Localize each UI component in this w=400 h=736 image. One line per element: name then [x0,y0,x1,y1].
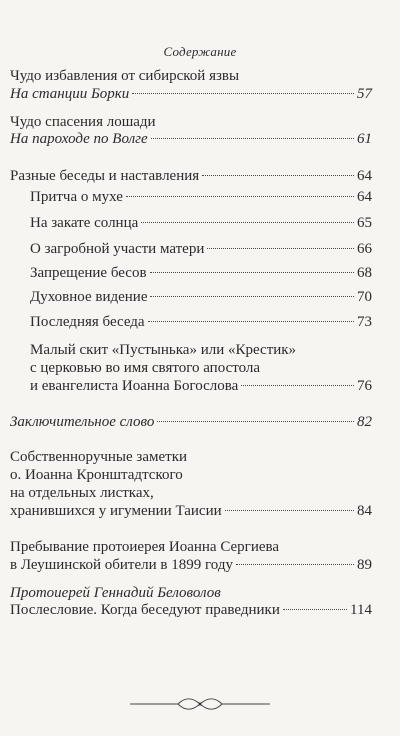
page-title: Содержание [163,44,237,59]
dot-leader [148,320,354,322]
page-number: 70 [357,289,372,305]
toc-entry-title: О загробной участи матери [30,241,205,257]
toc-entry-line [30,214,372,232]
toc-entry-title: На станции Борки [10,86,130,102]
page-number: 84 [357,503,372,519]
decorative-divider-icon [130,696,270,712]
page-number: 73 [357,314,372,330]
toc-entry-line [10,85,372,103]
toc-entry-line [30,240,372,258]
toc-entry-line [10,556,372,574]
dot-leader [150,271,354,273]
toc-entry-title: и евангелиста Иоанна Богослова [30,378,239,394]
toc-entry-line [10,167,372,185]
toc-entry-title: Разные беседы и наставления [10,168,200,184]
toc-entry-line [30,188,372,206]
toc-entry-line: Чудо спасения лошади [10,114,156,130]
dot-leader [283,608,347,610]
dot-leader [225,509,354,511]
toc-entry-title: На закате солнца [30,215,139,231]
toc-entry-title: Запрещение бесов [30,265,147,281]
toc-entry-line: с церковью во имя святого апостола [30,360,261,376]
page-number: 114 [350,602,372,618]
toc-entry-line [10,413,372,431]
dot-leader [157,420,354,422]
toc-entry-line [30,313,372,331]
dot-leader [126,195,354,197]
toc-entry-line [30,288,372,306]
page-number: 64 [357,168,372,184]
toc-entry-line: Пребывание протоиерея Иоанна Сергиева [10,539,280,555]
page-number: 66 [357,241,372,257]
dot-leader [207,247,354,249]
page-number: 57 [357,86,372,102]
toc-entry-line: Малый скит «Пустынька» или «Крестик» [30,342,297,358]
page-number: 61 [357,131,372,147]
page-number: 68 [357,265,372,281]
dot-leader [141,221,354,223]
toc-entry-line [30,264,372,282]
toc-entry-line [10,601,372,619]
dot-leader [150,295,354,297]
toc-entry-line: Чудо избавления от сибирской язвы [10,68,240,84]
dot-leader [241,384,354,386]
toc-entry-line: Протоиерей Геннадий Беловолов [10,585,221,601]
page-number: 82 [357,414,372,430]
page-number: 64 [357,189,372,205]
toc-entry-title: Послесловие. Когда беседуют праведники [10,602,280,618]
toc-entry-title: в Леушинской обители в 1899 году [10,557,233,573]
dot-leader [236,563,354,565]
toc-entry-title: На пароходе по Волге [10,131,148,147]
toc-entry-line: Собственноручные заметки [10,449,188,465]
toc-entry-line: на отдельных листках, [10,485,154,501]
toc-entry-title: Притча о мухе [30,189,123,205]
toc-entry-title: Заключительное слово [10,414,155,430]
page-number: 76 [357,378,372,394]
dot-leader [132,92,354,94]
page-number: 65 [357,215,372,231]
dot-leader [202,174,354,176]
toc-entry-line [10,130,372,148]
toc-entry-line: о. Иоанна Кронштадтского [10,467,183,483]
page-number: 89 [357,557,372,573]
toc-entry-title: Последняя беседа [30,314,145,330]
toc-entry-line [10,502,372,520]
toc-entry-line [30,377,372,395]
toc-entry-title: Духовное видение [30,289,148,305]
toc-entry-title: хранившихся у игумении Таисии [10,503,222,519]
dot-leader [151,137,354,139]
